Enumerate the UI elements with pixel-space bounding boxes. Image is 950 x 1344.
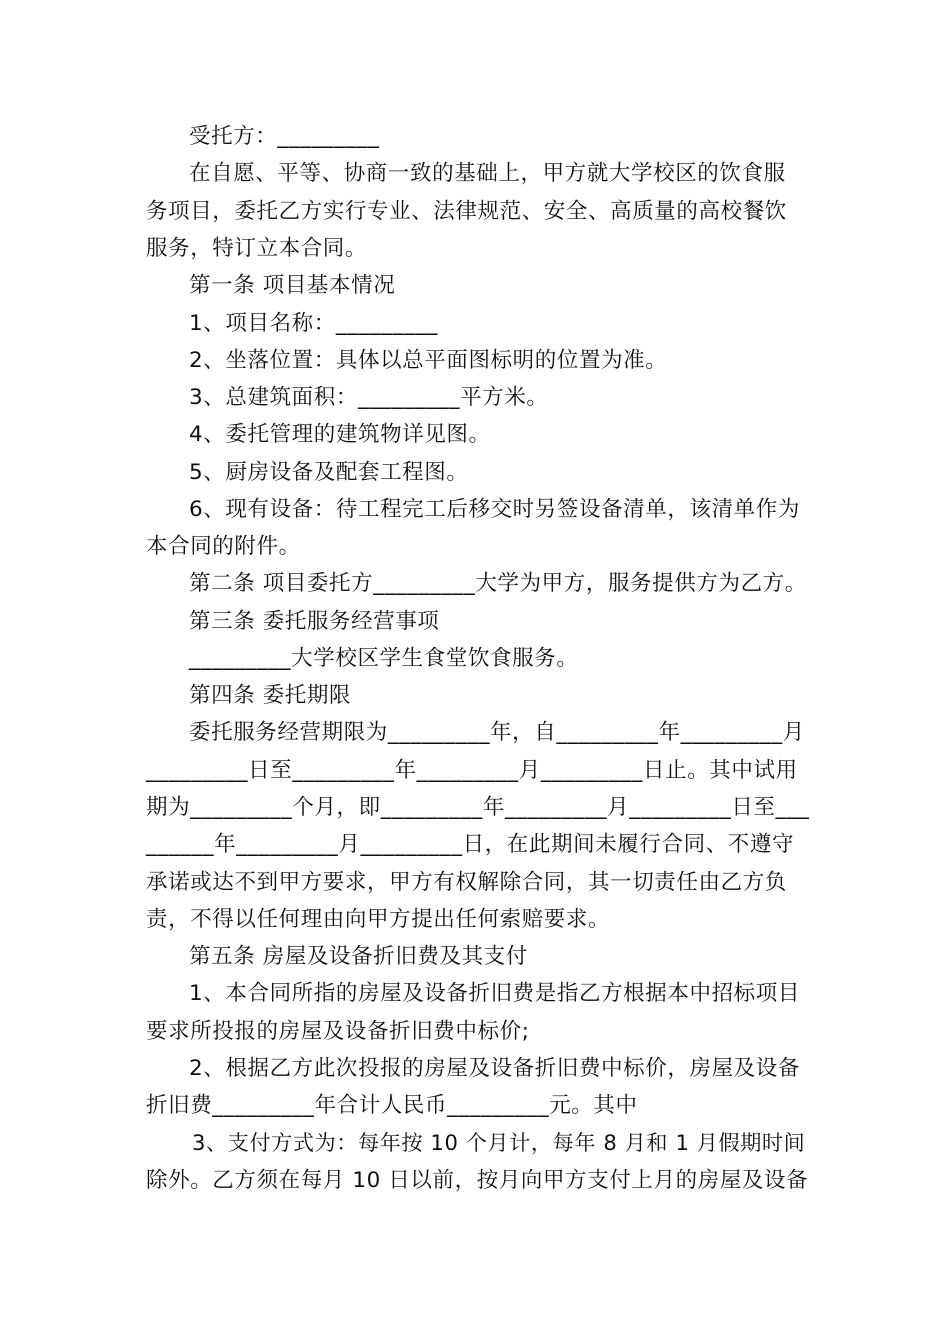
article-heading-2: 第二条 项目委托方_________大学为甲方，服务提供方为乙方。 <box>189 571 807 596</box>
paragraph-line: 2、坐落位置：具体以总平面图标明的位置为准。 <box>189 348 668 373</box>
paragraph-line: 1、项目名称：_________ <box>189 311 439 336</box>
paragraph-line: 本合同的附件。 <box>146 534 301 559</box>
paragraph-line: 委托服务经营期限为_________年，自_________年_________月 <box>189 720 805 745</box>
article-heading-3: 第三条 委托服务经营事项 <box>189 609 440 634</box>
paragraph-line: 4、委托管理的建筑物详见图。 <box>189 422 491 447</box>
paragraph-line: 要求所投报的房屋及设备折旧费中标价; <box>146 1019 530 1044</box>
paragraph-line: 1、本合同所指的房屋及设备折旧费是指乙方根据本中招标项目 <box>189 981 800 1006</box>
article-heading-5: 第五条 房屋及设备折旧费及其支付 <box>189 944 528 969</box>
paragraph-line: ______年_________月_________日，在此期间未履行合同、不遵守 <box>146 832 795 857</box>
article-heading-1: 第一条 项目基本情况 <box>189 273 396 298</box>
paragraph-line: 责，不得以任何理由向甲方提出任何索赔要求。 <box>146 907 611 932</box>
paragraph-line: 6、现有设备：待工程完工后移交时另签设备清单，该清单作为 <box>189 497 800 522</box>
paragraph-line: 3、支付方式为：每年按 10 个月计，每年 8 月和 1 月假期时间 <box>192 1130 806 1155</box>
paragraph-line: 折旧费_________年合计人民币_________元。其中 <box>146 1093 638 1118</box>
paragraph-line: 在自愿、平等、协商一致的基础上，甲方就大学校区的饮食服 <box>189 161 786 186</box>
paragraph-line: 除外。乙方须在每月 10 日以前，按月向甲方支付上月的房屋及设备 <box>146 1168 809 1193</box>
paragraph-line: 5、厨房设备及配套工程图。 <box>189 460 469 485</box>
paragraph-line: 3、总建筑面积：_________平方米。 <box>189 385 549 410</box>
paragraph-line: 期为_________个月，即_________年_________月_________日至___ <box>146 795 810 820</box>
paragraph-line: _________日至_________年_________月_________日止。其中试用 <box>146 758 798 783</box>
paragraph-line: 服务，特订立本合同。 <box>146 236 368 261</box>
paragraph-line: _________大学校区学生食堂饮食服务。 <box>189 646 579 671</box>
paragraph-line: 承诺或达不到甲方要求，甲方有权解除合同，其一切责任由乙方负 <box>146 870 787 895</box>
paragraph-line: 务项目，委托乙方实行专业、法律规范、安全、高质量的高校餐饮 <box>146 199 787 224</box>
entrusted-party-line: 受托方：_________ <box>189 124 380 149</box>
paragraph-line: 2、根据乙方此次投报的房屋及设备折旧费中标价，房屋及设备 <box>189 1056 800 1081</box>
article-heading-4: 第四条 委托期限 <box>189 683 352 708</box>
